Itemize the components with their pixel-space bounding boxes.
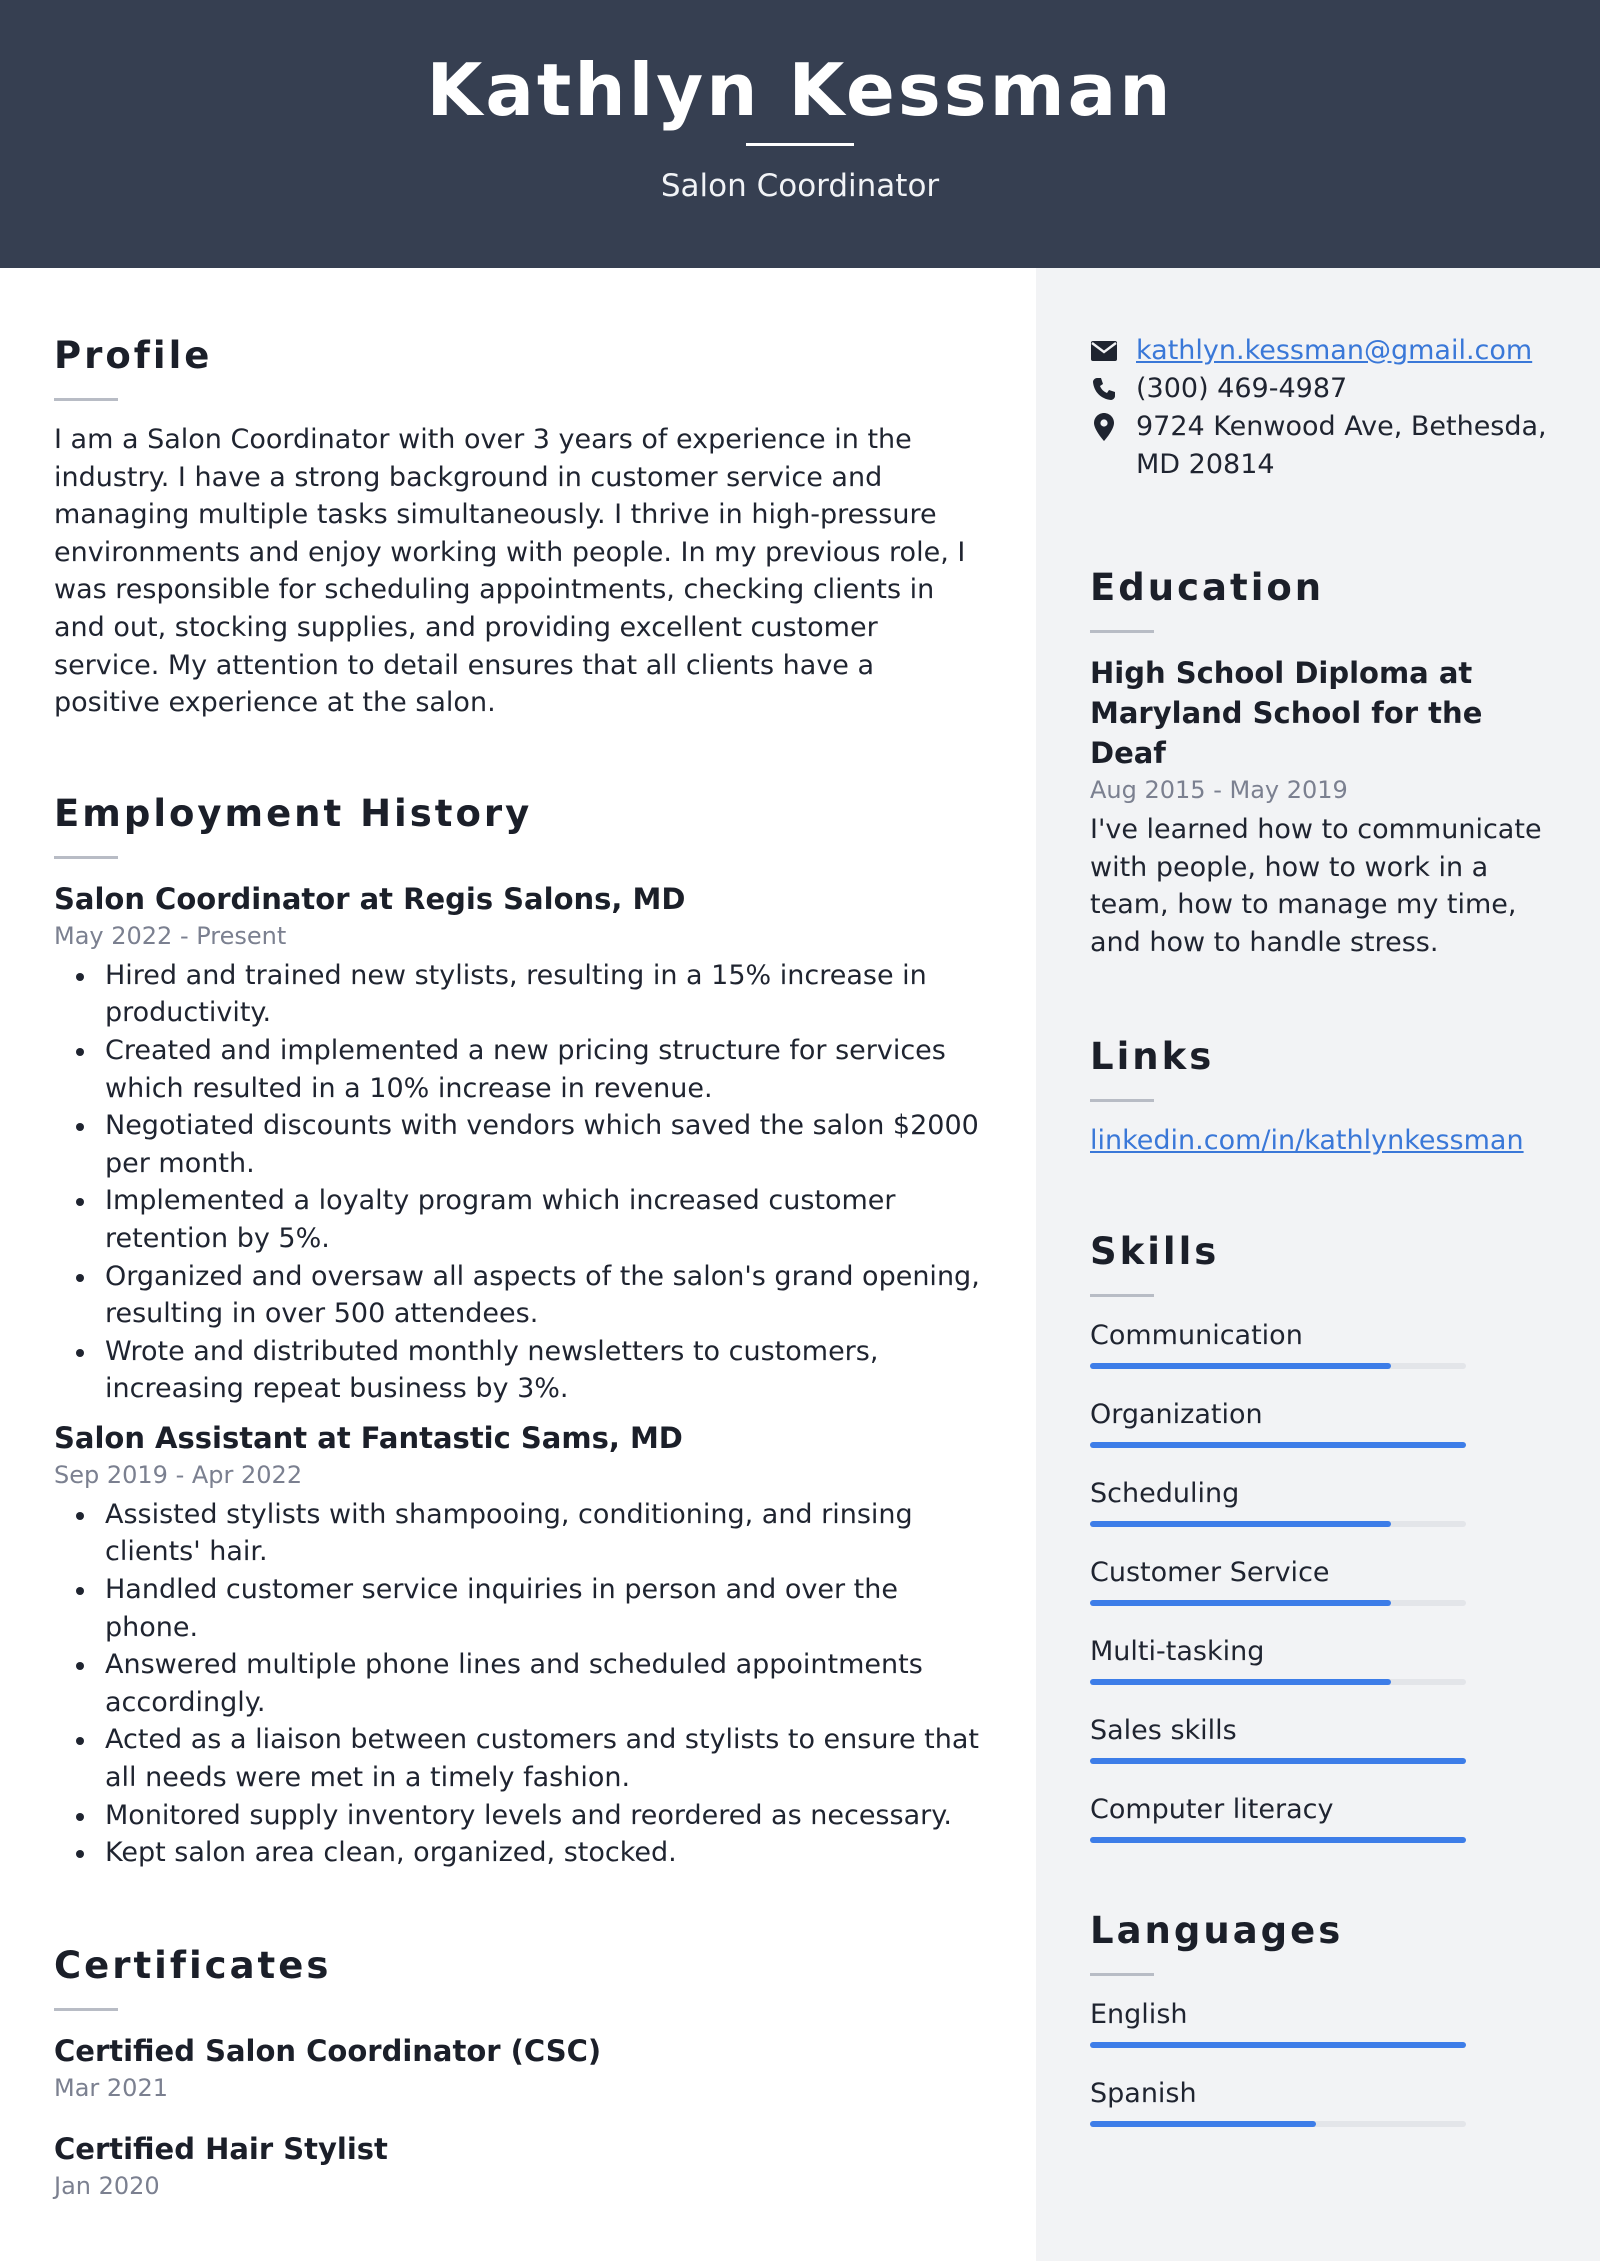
section-divider [1090,630,1154,633]
level-name: Customer Service [1090,1556,1330,1588]
certificate-date: Mar 2021 [54,2073,168,2102]
level-bar-track [1090,1679,1466,1685]
job-bullet: Monitored supply inventory levels and reordered as necessary. [105,1797,984,1835]
level-item [1090,1791,1560,1843]
linkedin-link[interactable]: linkedin.com/in/kathlynkessman [1090,1125,1524,1157]
level-name: Sales skills [1090,1714,1237,1746]
languages-list [1090,1996,1560,2127]
level-bar-track [1090,1521,1466,1527]
links-section [1090,1033,1560,1160]
contact-phone [1090,370,1560,408]
education-section [1090,564,1560,961]
education-dates: Aug 2015 - May 2019 [1090,776,1348,804]
sidebar-column [1090,332,1560,2154]
level-bar-fill [1090,1521,1391,1527]
contact-address [1090,408,1560,484]
job-bullets [54,1496,984,1872]
candidate-name: Kathlyn Kessman [426,48,1174,132]
level-item [1090,1475,1560,1527]
level-name: Spanish [1090,2077,1197,2109]
skills-heading: Skills [1090,1229,1220,1273]
job-entry [54,1418,984,1872]
section-divider [54,2008,118,2011]
contact-section [1090,332,1560,484]
certificate-name: Certified Salon Coordinator (CSC) [54,2033,602,2068]
job-bullet: Created and implemented a new pricing structure for services which resulted in a 10% increase in revenue. [105,1032,984,1107]
level-item [1090,1712,1560,1764]
job-bullet: Organized and oversaw all aspects of the salon's grand opening, resulting in over 500 attendees. [105,1258,984,1333]
address-text: 9724 Kenwood Ave, Bethesda, MD 20814 [1136,411,1547,480]
job-bullet: Wrote and distributed monthly newsletters to customers, increasing repeat business by 3%. [105,1333,984,1408]
section-divider [54,398,118,401]
skills-list [1090,1317,1560,1843]
job-dates: Sep 2019 - Apr 2022 [54,1460,303,1489]
level-name: Scheduling [1090,1477,1240,1509]
level-bar-fill [1090,1679,1391,1685]
employment-section [54,790,984,1872]
section-divider [1090,1294,1154,1297]
level-bar-fill [1090,1363,1391,1369]
level-name: English [1090,1998,1188,2030]
level-name: Computer literacy [1090,1793,1334,1825]
job-entry [54,879,984,1408]
level-bar-fill [1090,1758,1466,1764]
resume-header [0,0,1600,268]
education-heading: Education [1090,566,1325,609]
name-divider [746,143,854,146]
level-item [1090,2075,1560,2127]
job-bullet: Assisted stylists with shampooing, conditioning, and rinsing clients' hair. [105,1496,984,1571]
job-bullet: Answered multiple phone lines and scheduled appointments accordingly. [105,1646,984,1721]
level-bar-fill [1090,2121,1316,2127]
job-bullet: Kept salon area clean, organized, stocked. [105,1834,984,1872]
level-bar-track [1090,1758,1466,1764]
profile-section [54,332,984,722]
contact-email [1090,332,1560,370]
level-item [1090,1633,1560,1685]
level-bar-track [1090,2121,1466,2127]
job-dates: May 2022 - Present [54,921,287,950]
email-link[interactable]: kathlyn.kessman@gmail.com [1136,335,1533,366]
section-divider [1090,1973,1154,1976]
level-bar-fill [1090,1442,1466,1448]
level-name: Communication [1090,1319,1303,1351]
section-divider [1090,1099,1154,1102]
level-bar-track [1090,1442,1466,1448]
level-bar-fill [1090,1837,1466,1843]
languages-heading: Languages [1090,1908,1344,1952]
job-bullet: Hired and trained new stylists, resulting in a 15% increase in productivity. [105,957,984,1032]
job-bullet: Handled customer service inquiries in person and over the phone. [105,1571,984,1646]
main-column [54,332,984,2207]
job-bullet: Implemented a loyalty program which increased customer retention by 5%. [105,1182,984,1257]
certificates-heading: Certificates [54,1943,332,1987]
profile-text: I am a Salon Coordinator with over 3 years of experience in the industry. I have a strong background in customer service and managing multiple tasks simultaneously. I thrive in high-pressure environments and enjoy working with people. In my previous role, I was responsible for scheduling appointments, checking clients in and out, stocking supplies, and providing excellent customer service. My attention to detail ensures that all clients have a positive experience at the salon. [54,424,966,719]
education-description: I've learned how to communicate with people, how to work in a team, how to manage my time, and how to handle stress. [1090,814,1542,958]
certificates-section [54,1942,984,2203]
employment-heading: Employment History [54,791,533,835]
level-name: Organization [1090,1398,1263,1430]
level-bar-track [1090,1363,1466,1369]
level-bar-fill [1090,2042,1466,2048]
level-bar-fill [1090,1600,1391,1606]
job-title-line: Salon Coordinator at Regis Salons, MD [54,881,686,916]
envelope-icon [1090,332,1118,370]
level-bar-track [1090,2042,1466,2048]
job-bullets [54,957,984,1408]
level-bar-track [1090,1600,1466,1606]
languages-section [1090,1907,1560,2127]
job-title: Salon Coordinator [660,168,940,204]
section-divider [54,856,118,859]
level-item [1090,1396,1560,1448]
phone-icon [1090,370,1118,408]
map-pin-icon [1090,408,1118,446]
education-degree: High School Diploma at Maryland School for the Deaf [1090,656,1483,770]
job-bullet: Acted as a liaison between customers and stylists to ensure that all needs were met in a timely fashion. [105,1721,984,1796]
level-item [1090,1554,1560,1606]
level-item [1090,1317,1560,1369]
level-name: Multi-tasking [1090,1635,1265,1667]
phone-number: (300) 469-4987 [1136,373,1348,404]
skills-section [1090,1228,1560,1843]
links-heading: Links [1090,1035,1215,1079]
job-title-line: Salon Assistant at Fantastic Sams, MD [54,1420,683,1455]
profile-heading: Profile [54,334,213,377]
job-bullet: Negotiated discounts with vendors which saved the salon $2000 per month. [105,1107,984,1182]
certificate-name: Certified Hair Stylist [54,2131,388,2166]
level-item [1090,1996,1560,2048]
level-bar-track [1090,1837,1466,1843]
certificate-item [54,2129,984,2203]
certificate-date: Jan 2020 [54,2171,160,2200]
certificate-item [54,2031,984,2105]
